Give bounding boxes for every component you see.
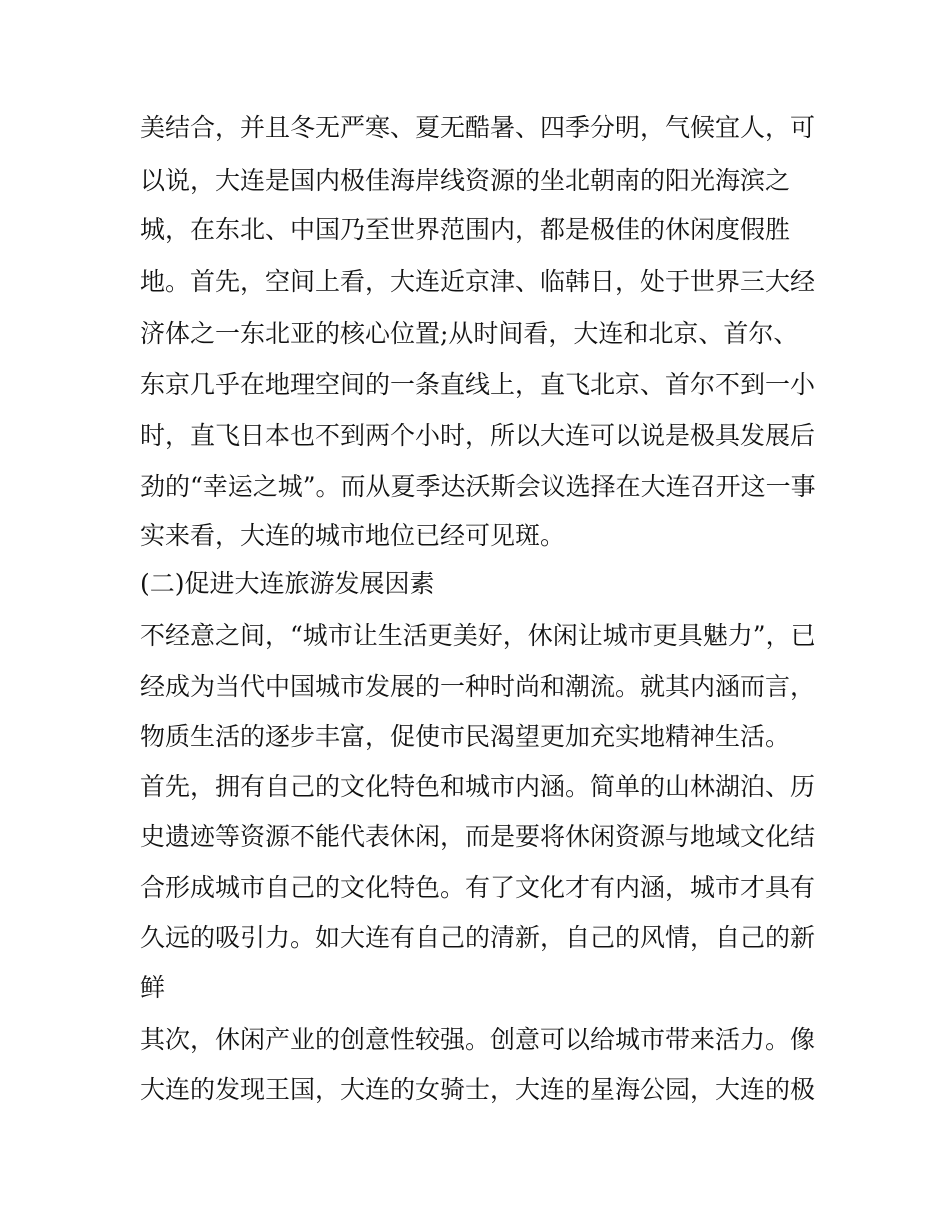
text-line: 实来看，大连的城市地位已经可见斑。 (140, 521, 566, 550)
text-line: 不经意之间，“城市让生活更美好，休闲让城市更具魅力”，已 (140, 621, 816, 650)
text-line: 地。首先，空间上看，大连近京津、临韩日，处于世界三大经 (140, 267, 816, 296)
text-line: 经成为当代中国城市发展的一种时尚和潮流。就其内涵而言， (140, 672, 816, 701)
text-line: 大连的发现王国，大连的女骑士，大连的星海公园，大连的极 (140, 1075, 816, 1104)
text-line: 时，直飞日本也不到两个小时，所以大连可以说是极具发展后 (140, 421, 816, 450)
text-line: 合形成城市自己的文化特色。有了文化才有内涵，城市才具有 (140, 873, 816, 902)
section-heading: (二)促进大连旅游发展因素 (140, 569, 435, 598)
text-line: 美结合，并且冬无严寒、夏无酷暑、四季分明，气候宜人，可 (140, 113, 816, 142)
text-line: 首先，拥有自己的文化特色和城市内涵。简单的山林湖泊、历 (140, 772, 816, 801)
text-line: 东京几乎在地理空间的一条直线上，直飞北京、首尔不到一小 (140, 370, 816, 399)
text-line: 城，在东北、中国乃至世界范围内，都是极佳的休闲度假胜 (140, 215, 791, 244)
text-line: 史遗迹等资源不能代表休闲，而是要将休闲资源与地域文化结 (140, 822, 816, 851)
text-line: 以说，大连是国内极佳海岸线资源的坐北朝南的阳光海滨之 (140, 166, 791, 195)
text-line: 鲜 (140, 973, 166, 1002)
text-line: 济体之一东北亚的核心位置;从时间看，大连和北京、首尔、 (140, 319, 799, 348)
text-line: 久远的吸引力。如大连有自己的清新，自己的风情，自己的新 (140, 923, 816, 952)
text-line: 其次，休闲产业的创意性较强。创意可以给城市带来活力。像 (140, 1025, 816, 1054)
text-line: 劲的“幸运之城”。而从夏季达沃斯会议选择在大连召开这一事 (140, 472, 816, 501)
text-line: 物质生活的逐步丰富，促使市民渴望更加充实地精神生活。 (140, 722, 791, 751)
